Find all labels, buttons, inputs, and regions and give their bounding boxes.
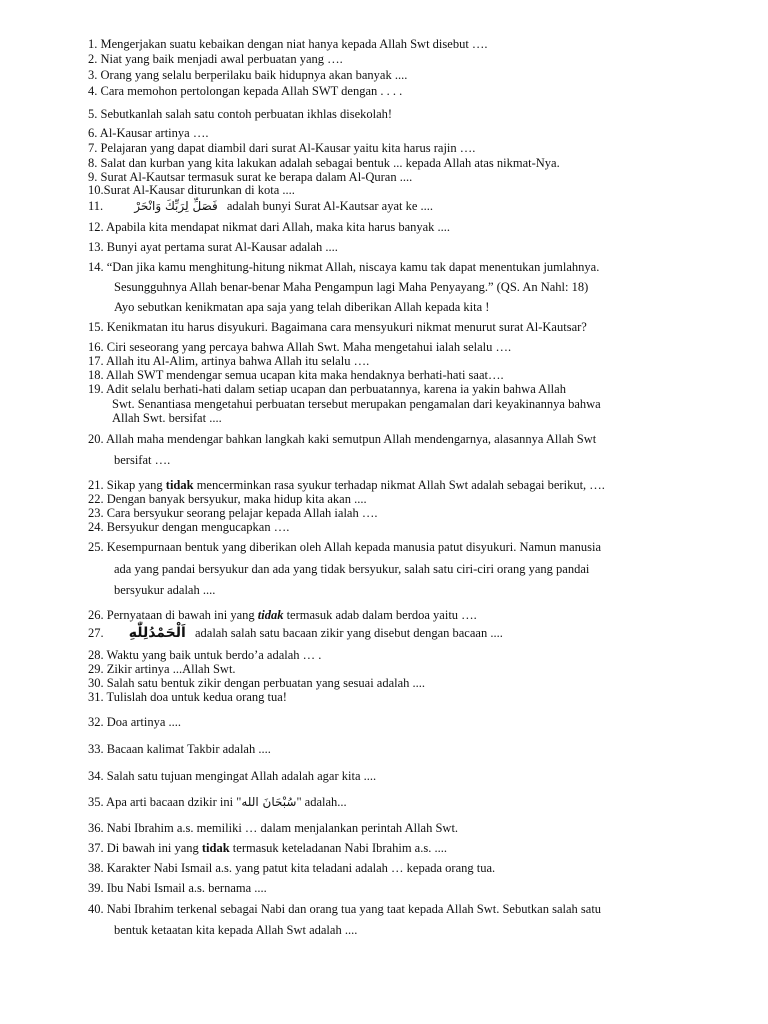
question-7: 7. Pelajaran yang dapat diambil dari surat Al-Kausar yaitu kita harus rajin ….	[88, 141, 476, 155]
question-12: 12. Apabila kita mendapat nikmat dari Allah, maka kita harus banyak ....	[88, 220, 451, 234]
question-26-text-a: 26. Pernyataan di bawah ini yang	[88, 608, 258, 622]
question-27-text: adalah salah satu bacaan zikir yang disebut dengan bacaan ....	[194, 626, 503, 640]
question-21	[88, 478, 605, 493]
question-25-line-1: 25. Kesempurnaan bentuk yang diberikan oleh Allah kepada manusia patut disyukuri. Namun manusia	[88, 540, 602, 554]
question-23: 23. Cara bersyukur seorang pelajar kepada Allah ialah ….	[88, 506, 378, 520]
question-9: 9. Surat Al-Kautsar termasuk surat ke berapa dalam Al-Quran ....	[88, 170, 413, 184]
question-11-number: 11.	[88, 199, 104, 213]
question-2: 2. Niat yang baik menjadi awal perbuatan yang ….	[88, 52, 343, 66]
question-35	[88, 795, 347, 810]
question-25-line-2: ada yang pandai bersyukur dan ada yang tidak bersyukur, salah satu ciri-ciri orang yang pandai	[114, 562, 590, 576]
question-11-text: adalah bunyi Surat Al-Kautsar ayat ke ....	[226, 199, 434, 213]
question-21-emphasis: tidak	[165, 478, 194, 492]
question-11	[88, 199, 433, 214]
question-37-text-a: 37. Di bawah ini yang	[88, 841, 202, 855]
question-14-line-1: 14. “Dan jika kamu menghitung-hitung nikmat Allah, niscaya kamu tak dapat menentukan jumlahnya.	[88, 260, 600, 274]
question-29: 29. Zikir artinya ...Allah Swt.	[88, 662, 236, 676]
question-13: 13. Bunyi ayat pertama surat Al-Kausar adalah ....	[88, 240, 338, 254]
question-24: 24. Bersyukur dengan mengucapkan ….	[88, 520, 290, 534]
question-14-line-3: Ayo sebutkan kenikmatan apa saja yang telah diberikan Allah kepada kita !	[114, 300, 490, 314]
question-37-emphasis: tidak	[201, 841, 230, 855]
question-1: 1. Mengerjakan suatu kebaikan dengan niat hanya kepada Allah Swt disebut ….	[88, 37, 488, 51]
question-11-arabic: فَصَلِّ لِرَبِّكَ وَانْحَرْ	[134, 199, 218, 213]
question-6: 6. Al-Kausar artinya ….	[88, 126, 209, 140]
question-37	[88, 841, 447, 856]
question-31: 31. Tulislah doa untuk kedua orang tua!	[88, 690, 287, 704]
question-19-line-3: Allah Swt. bersifat ....	[112, 411, 222, 425]
question-8: 8. Salat dan kurban yang kita lakukan adalah sebagai bentuk ... kepada Allah atas nikmat-Nya.	[88, 156, 560, 170]
question-25-line-3: bersyukur adalah ....	[114, 583, 216, 597]
question-30: 30. Salah satu bentuk zikir dengan perbuatan yang sesuai adalah ....	[88, 676, 426, 690]
question-10: 10.Surat Al-Kausar diturunkan di kota ....	[88, 183, 295, 197]
question-4: 4. Cara memohon pertolongan kepada Allah SWT dengan . . . .	[88, 84, 403, 98]
question-3: 3. Orang yang selalu berperilaku baik hidupnya akan banyak ....	[88, 68, 408, 82]
question-15: 15. Kenikmatan itu harus disyukuri. Bagaimana cara mensyukuri nikmat menurut surat Al-Kautsar?	[88, 320, 587, 334]
question-36: 36. Nabi Ibrahim a.s. memiliki … dalam menjalankan perintah Allah Swt.	[88, 821, 459, 835]
question-38: 38. Karakter Nabi Ismail a.s. yang patut kita teladani adalah … kepada orang tua.	[88, 861, 496, 875]
question-26-emphasis: tidak	[257, 608, 284, 622]
question-21-text-c: mencerminkan rasa syukur terhadap nikmat Allah Swt adalah sebagai berikut, ….	[193, 478, 605, 492]
question-17: 17. Allah itu Al-Alim, artinya bahwa Allah itu selalu ….	[88, 354, 370, 368]
question-16: 16. Ciri seseorang yang percaya bahwa Allah Swt. Maha mengetahui ialah selalu ….	[88, 340, 512, 354]
question-28: 28. Waktu yang baik untuk berdo’a adalah … .	[88, 648, 322, 662]
question-39: 39. Ibu Nabi Ismail a.s. bernama ....	[88, 881, 267, 895]
question-32: 32. Doa artinya ....	[88, 715, 182, 729]
question-18: 18. Allah SWT mendengar semua ucapan kita maka hendaknya berhati-hati saat….	[88, 368, 504, 382]
question-34: 34. Salah satu tujuan mengingat Allah adalah agar kita ....	[88, 769, 377, 783]
question-40-line-2: bentuk ketaatan kita kepada Allah Swt adalah ....	[114, 923, 358, 937]
question-19-line-2: Swt. Senantiasa mengetahui perbuatan tersebut merupakan pengamalan dari keyakinannya bahwa	[112, 397, 601, 411]
question-26	[88, 608, 477, 623]
question-35-text-c: " adalah...	[296, 795, 347, 809]
question-37-text-c: termasuk keteladanan Nabi Ibrahim a.s. ....	[229, 841, 447, 855]
question-21-text-a: 21. Sikap yang	[88, 478, 166, 492]
question-26-text-c: termasuk adab dalam berdoa yaitu ….	[283, 608, 477, 622]
question-27	[88, 626, 503, 641]
question-19-line-1: 19. Adit selalu berhati-hati dalam setiap ucapan dan perbuatannya, karena ia yakin bahwa Allah	[88, 382, 566, 396]
question-35-text-a: 35. Apa arti bacaan dzikir ini "	[88, 795, 242, 809]
question-27-arabic: اَلْحَمْدُلِلّٰهِ	[128, 625, 186, 641]
question-20-line-1: 20. Allah maha mendengar bahkan langkah kaki semutpun Allah mendengarnya, alasannya Allah Swt	[88, 432, 597, 446]
question-5: 5. Sebutkanlah salah satu contoh perbuatan ikhlas disekolah!	[88, 107, 393, 121]
question-14-line-2: Sesungguhnya Allah benar-benar Maha Pengampun lagi Maha Penyayang.” (QS. An Nahl: 18)	[114, 280, 589, 294]
question-40-line-1: 40. Nabi Ibrahim terkenal sebagai Nabi dan orang tua yang taat kepada Allah Swt. Sebutkan salah satu	[88, 902, 602, 916]
question-35-arabic: سُبْحَانَ الله	[241, 795, 297, 809]
question-27-number: 27.	[88, 626, 104, 640]
question-22: 22. Dengan banyak bersyukur, maka hidup kita akan ....	[88, 492, 367, 506]
question-20-line-2: bersifat ….	[114, 453, 171, 467]
question-33: 33. Bacaan kalimat Takbir adalah ....	[88, 742, 271, 756]
